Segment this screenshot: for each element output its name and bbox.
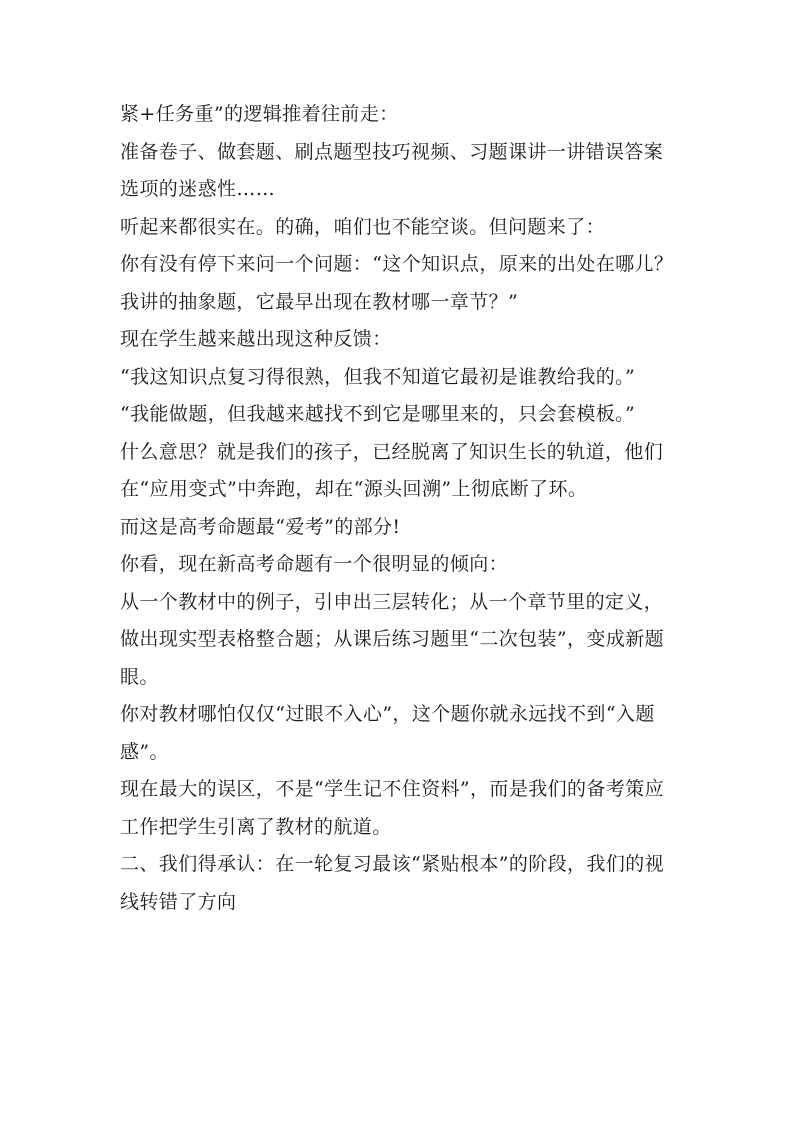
quote-paragraph: “我这知识点复习得很熟，但我不知道它最初是谁教给我的。” <box>120 365 636 388</box>
paragraph: 你有没有停下来问一个问题：“这个知识点，原来的出处在哪儿？我讲的抽象题，它最早出现在教材哪一章节？” <box>120 253 674 313</box>
paragraph: 现在学生越来越出现这种反馈： <box>120 328 392 350</box>
quote-paragraph: “我能做题，但我越来越找不到它是哪里来的，只会套模板。” <box>120 403 636 425</box>
paragraph: 从一个教材中的例子，引申出三层转化；从一个章节里的定义，做出现实型表格整合题；从课后练习题里“二次包装”，变成新题眼。 <box>120 590 665 688</box>
body-text <box>120 96 680 921</box>
paragraph: 现在最大的误区，不是“学生记不住资料”，而是我们的备考策应工作把学生引离了教材的航道。 <box>120 778 665 838</box>
paragraph: 紧+任务重”的逻辑推着往前走： <box>120 103 399 125</box>
paragraph: 你对教材哪怕仅仅“过眼不入心”，这个题你就永远找不到“入题感”。 <box>120 703 655 763</box>
section-heading: 二、我们得承认：在一轮复习最该“紧贴根本”的阶段，我们的视线转错了方向 <box>120 853 665 913</box>
paragraph: 而这是高考命题最“爱考”的部分! <box>120 515 401 538</box>
paragraph: 你看，现在新高考命题有一个很明显的倾向： <box>120 553 509 575</box>
paragraph: 听起来都很实在。的确，咱们也不能空谈。但问题来了： <box>120 215 606 238</box>
paragraph: 准备卷子、做套题、刷点题型技巧视频、习题课讲一讲错误答案选项的迷惑性…… <box>120 140 664 200</box>
paragraph: 什么意思？就是我们的孩子，已经脱离了知识生长的轨道，他们在“应用变式”中奔跑，却在“源头回溯”上彻底断了环。 <box>120 440 664 500</box>
